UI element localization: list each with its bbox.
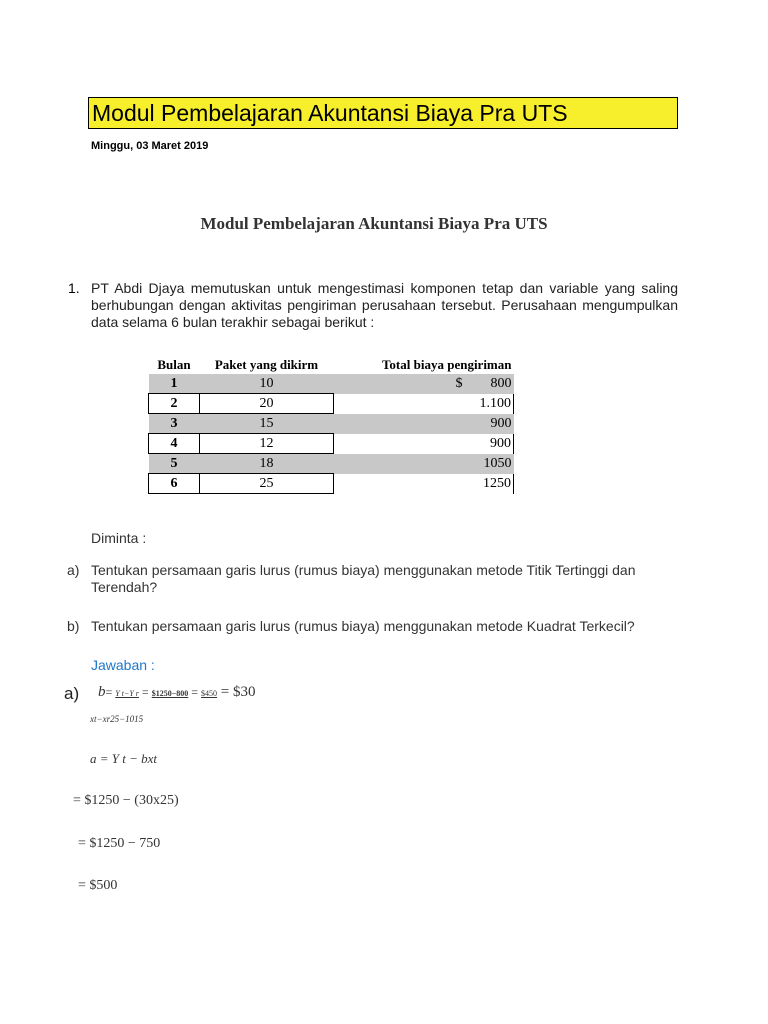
answer-a-marker: a): [64, 684, 80, 703]
b-frac-numerator: Y t−Y r: [115, 689, 139, 698]
cell-bulan: 6: [149, 474, 200, 494]
document-title: Modul Pembelajaran Akuntansi Biaya Pra UTS: [200, 214, 548, 233]
table-row: [149, 434, 514, 454]
table-row: [149, 454, 514, 474]
question-text: PT Abdi Djaya memutuskan untuk mengestimasi komponen tetap dan variable yang saling berhubungan dengan aktivitas pengiriman perusahaan tersebut. Perusahaan mengumpulkan data selama 6 bulan terakhir sebagai berikut :: [91, 280, 678, 330]
b-result: = $30: [217, 684, 256, 700]
item-b-text: Tentukan persamaan garis lurus (rumus biaya) menggunakan metode Kuadrat Terkecil?: [91, 618, 635, 634]
b-variable: b: [98, 684, 106, 700]
intercept-formula: a = Y t − bxt: [90, 751, 158, 766]
question-number: 1.: [68, 280, 80, 296]
table-row: [149, 474, 514, 494]
table-row: [149, 374, 514, 394]
cell-bulan: 5: [149, 454, 200, 474]
calc-step-3: = $500: [78, 878, 118, 893]
b-frac-3: $450: [201, 689, 218, 698]
cell-bulan: 4: [149, 434, 200, 454]
diminta-label: Diminta :: [91, 530, 147, 546]
denominator-line: xt−xr25−1015: [90, 714, 144, 724]
cell-paket: 20: [200, 394, 334, 414]
shipping-cost-table: [148, 356, 514, 494]
item-a-marker: a): [67, 562, 80, 578]
cell-biaya: 900: [334, 414, 514, 434]
cell-biaya: 900: [334, 434, 514, 454]
cell-paket: 18: [200, 454, 334, 474]
item-a-text: Tentukan persamaan garis lurus (rumus biaya) menggunakan metode Titik Tertinggi dan Terendah?: [91, 562, 636, 595]
cell-biaya: 1.100: [334, 394, 514, 414]
header-total-biaya: Total biaya pengiriman: [381, 357, 512, 372]
cell-paket: 12: [200, 434, 334, 454]
cell-bulan: 2: [149, 394, 200, 414]
currency-symbol: $: [455, 375, 463, 391]
header-paket: Paket yang dikirm: [214, 357, 319, 372]
calc-step-2: = $1250 − 750: [78, 836, 161, 851]
table-row: [149, 414, 514, 434]
b-eq-1: =: [105, 685, 116, 699]
item-b-marker: b): [67, 618, 80, 634]
module-banner-title: Modul Pembelajaran Akuntansi Biaya Pra UTS: [88, 97, 678, 129]
table-header-row: [149, 356, 514, 374]
b-frac-2: $1250−800: [151, 689, 189, 698]
slope-formula: [98, 684, 256, 701]
table-row: [149, 394, 514, 414]
cell-biaya: [334, 374, 514, 394]
cell-biaya-value: 800: [490, 375, 512, 391]
cell-paket: 15: [200, 414, 334, 434]
cell-paket: 25: [200, 474, 334, 494]
b-eq-3: =: [188, 685, 202, 699]
cell-biaya: 1050: [334, 454, 514, 474]
document-date: Minggu, 03 Maret 2019: [91, 140, 209, 152]
b-eq-2: =: [138, 685, 152, 699]
cell-biaya: 1250: [334, 474, 514, 494]
calc-step-1: = $1250 − (30x25): [73, 793, 179, 808]
cell-bulan: 1: [149, 374, 200, 394]
header-bulan: Bulan: [157, 357, 191, 372]
jawaban-label: Jawaban :: [91, 657, 155, 673]
cell-paket: 10: [200, 374, 334, 394]
cell-bulan: 3: [149, 414, 200, 434]
